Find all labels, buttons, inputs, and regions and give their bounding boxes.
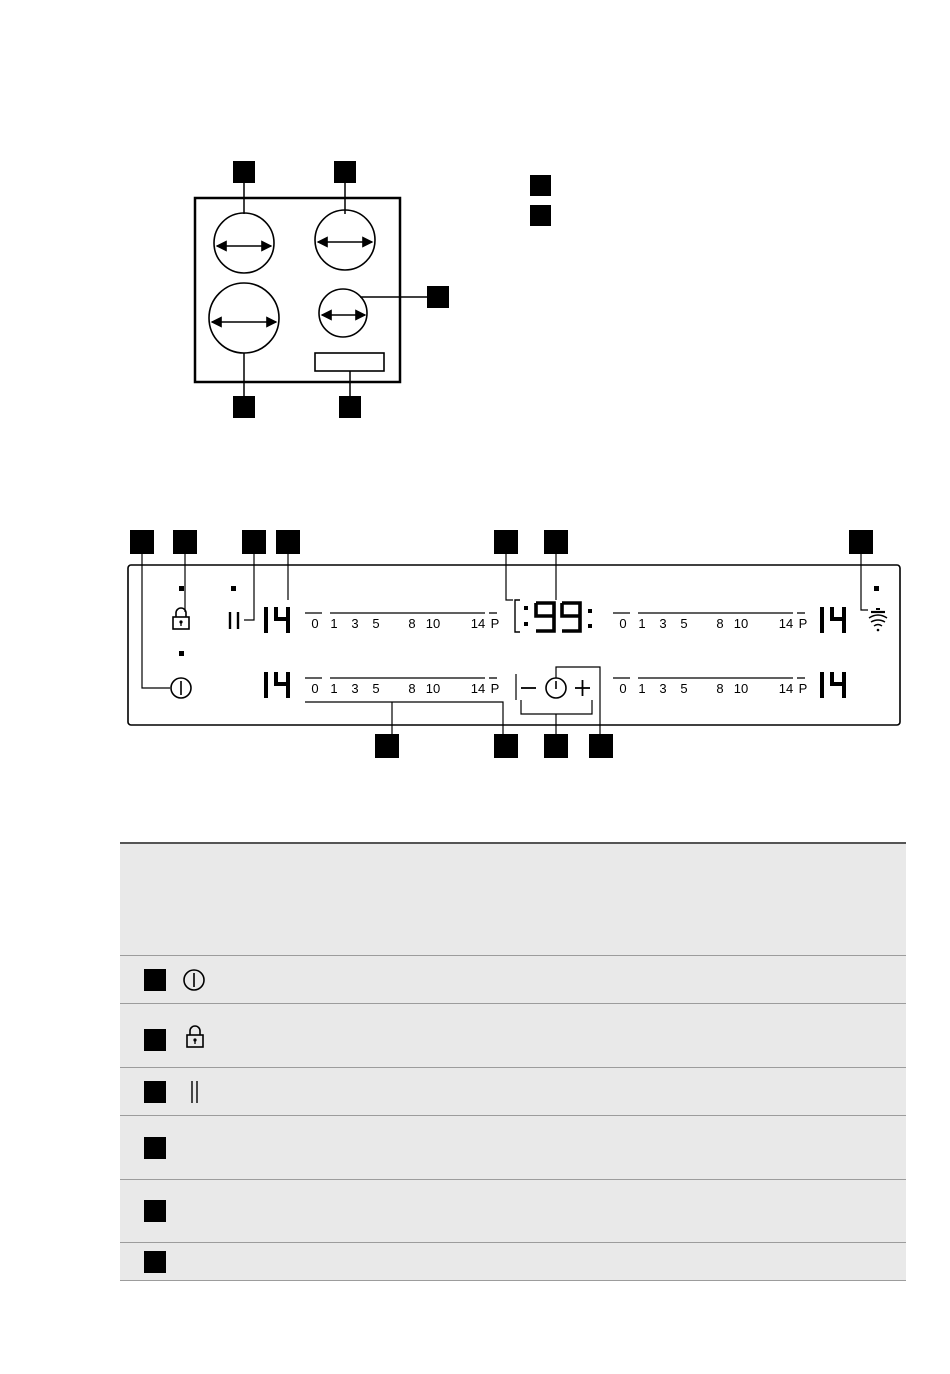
table-header-row xyxy=(120,843,906,956)
indicator-dot xyxy=(231,586,236,591)
scale-label: 14 xyxy=(778,616,794,631)
indicator-dot xyxy=(179,586,184,591)
zone-display-rear-right xyxy=(822,607,844,633)
scale-label: 8 xyxy=(408,681,416,696)
callout-box xyxy=(544,530,568,554)
scale-label: 8 xyxy=(408,616,416,631)
power-icon xyxy=(182,966,206,994)
callout-box xyxy=(173,530,197,554)
scale-label: 3 xyxy=(659,616,667,631)
callout-box xyxy=(144,1029,166,1051)
indicator-dot xyxy=(179,651,184,656)
scale-label: 1 xyxy=(638,616,646,631)
scale-label: 14 xyxy=(778,681,794,696)
scale-label: 14 xyxy=(470,616,486,631)
zone-display-rear-left xyxy=(266,607,288,633)
scale-label: P xyxy=(490,616,500,631)
callout-box xyxy=(242,530,266,554)
timer-icon[interactable] xyxy=(546,678,566,698)
scale-label: 5 xyxy=(372,616,380,631)
scale-label: 0 xyxy=(619,616,627,631)
scale-label: 10 xyxy=(425,681,441,696)
callout-box xyxy=(130,530,154,554)
scale-label: 5 xyxy=(680,681,688,696)
scale-label: 5 xyxy=(680,616,688,631)
scale-label: 8 xyxy=(716,616,724,631)
callout-box xyxy=(144,1200,166,1222)
callout-box xyxy=(144,1081,166,1103)
callout-box xyxy=(494,734,518,758)
zone-display-front-right xyxy=(822,672,844,698)
zone-display-front-left xyxy=(266,672,288,698)
scale-label: P xyxy=(798,681,808,696)
scale-label: 0 xyxy=(311,616,319,631)
scale-label: 0 xyxy=(311,681,319,696)
power-icon[interactable] xyxy=(171,678,191,698)
callout-box xyxy=(849,530,873,554)
pause-icon[interactable] xyxy=(230,612,238,629)
scale-label: 10 xyxy=(733,681,749,696)
pause-icon xyxy=(182,1078,206,1106)
timer-plus-icon[interactable] xyxy=(575,680,590,696)
callout-box xyxy=(276,530,300,554)
scale-label: 5 xyxy=(372,681,380,696)
scale-label: P xyxy=(798,616,808,631)
scale-label: 0 xyxy=(619,681,627,696)
table-row xyxy=(120,1004,906,1068)
control-panel-frame xyxy=(128,565,900,725)
callout-box xyxy=(144,1137,166,1159)
scale-label: 3 xyxy=(351,616,359,631)
callout-box xyxy=(144,1251,166,1273)
scale-label: 14 xyxy=(470,681,486,696)
timer-display xyxy=(515,600,592,632)
scale-label: 1 xyxy=(330,616,338,631)
scale-label: 8 xyxy=(716,681,724,696)
callout-box xyxy=(494,530,518,554)
callout-box xyxy=(144,969,166,991)
table-row xyxy=(120,956,906,1004)
indicator-dot xyxy=(874,586,879,591)
lock-icon[interactable] xyxy=(173,608,189,629)
table-row xyxy=(120,1243,906,1281)
lock-icon xyxy=(182,1023,206,1051)
callout-box xyxy=(544,734,568,758)
scale-label: P xyxy=(490,681,500,696)
callout-box xyxy=(589,734,613,758)
scale-label: 10 xyxy=(425,616,441,631)
scale-label: 3 xyxy=(659,681,667,696)
scale-label: 1 xyxy=(638,681,646,696)
callout-box xyxy=(375,734,399,758)
hob2hood-icon[interactable] xyxy=(869,609,887,631)
scale-label: 3 xyxy=(351,681,359,696)
legend-table xyxy=(120,842,906,1281)
scale-label: 10 xyxy=(733,616,749,631)
table-row xyxy=(120,1180,906,1243)
table-row xyxy=(120,1068,906,1116)
scale-label: 1 xyxy=(330,681,338,696)
table-row xyxy=(120,1116,906,1180)
